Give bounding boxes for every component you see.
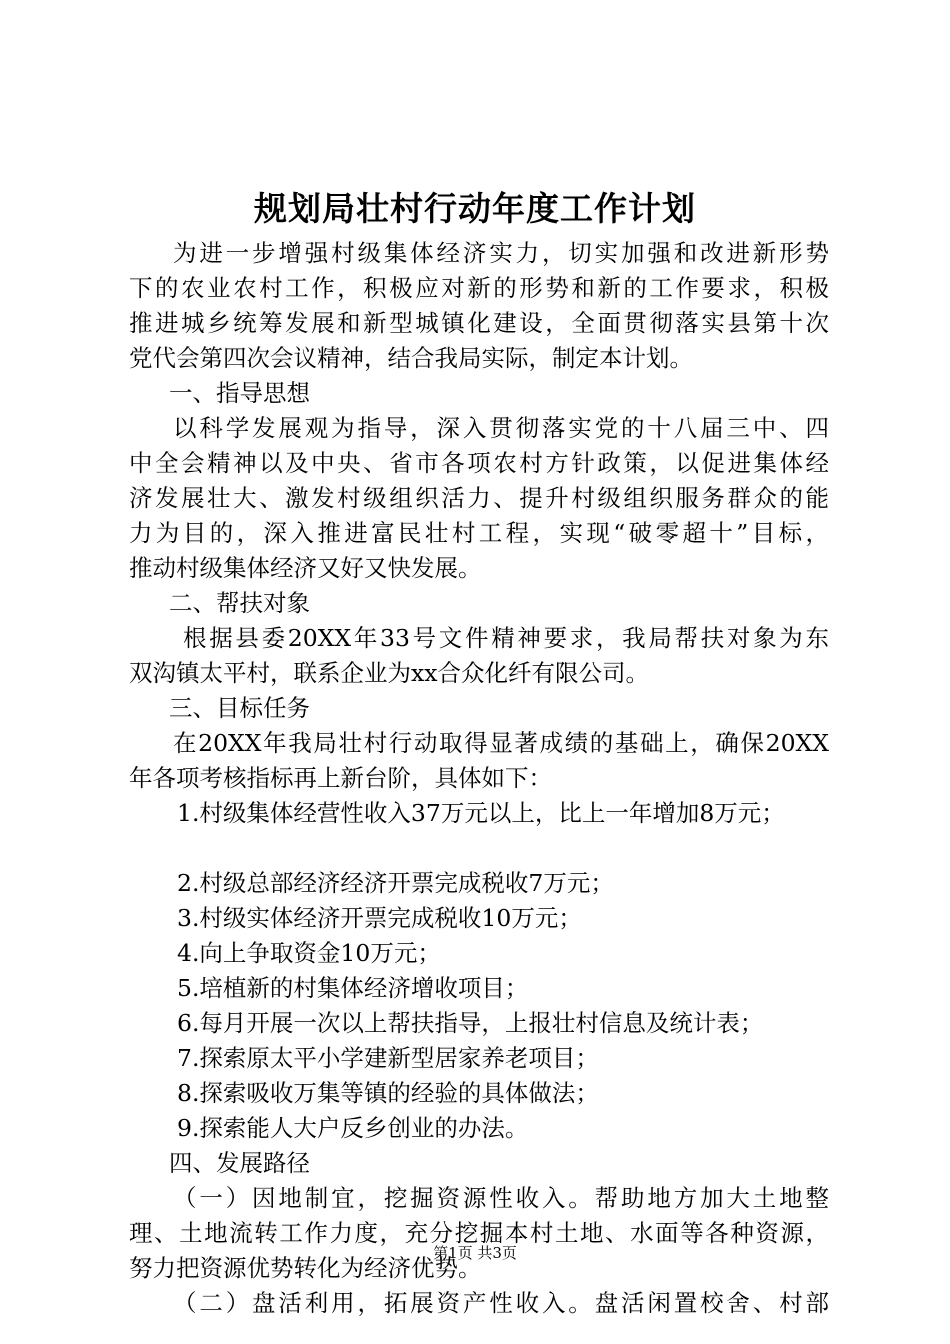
paragraph-line: 以科学发展观为指导，深入贯彻落实党的十八届三中、四 [173,414,829,442]
paragraph-line: （一）因地制宜，挖掘资源性收入。帮助地方加大土地整 [173,1184,829,1212]
list-item: 6.每月开展一次以上帮扶指导，上报壮村信息及统计表； [177,1009,764,1037]
document-title: 规划局壮村行动年度工作计划 [254,189,696,228]
intro-line: 下的农业农村工作，积极应对新的形势和新的工作要求，积极 [129,274,829,302]
paragraph-line: 理、土地流转工作力度，充分挖掘本村土地、水面等各种资源， [129,1219,829,1247]
paragraph-line: 济发展壮大、激发村级组织活力、提升村级组织服务群众的能 [129,484,829,512]
section-heading: 一、指导思想 [169,379,310,407]
paragraph-line: 在20XX年我局壮村行动取得显著成绩的基础上，确保20XX [173,729,829,757]
paragraph-line: 双沟镇太平村，联系企业为xx合众化纤有限公司。 [129,659,650,687]
paragraph-line: 推动村级集体经济又好又快发展。 [129,554,482,582]
list-item: 9.探索能人大户反乡创业的办法。 [177,1114,529,1142]
section-heading: 二、帮扶对象 [169,589,310,617]
document-body [129,236,829,1321]
list-item: 3.村级实体经济开票完成税收10万元； [177,904,582,932]
list-item: 7.探索原太平小学建新型居家养老项目； [177,1044,599,1072]
page-footer: 第1页 共3页 [433,1244,517,1262]
list-item: 8.探索吸收万集等镇的经验的具体做法； [177,1079,599,1107]
list-item: 1.村级集体经营性收入37万元以上，比上一年增加8万元； [177,799,785,827]
blank-line [129,831,829,866]
list-item: 2.村级总部经济经济开票完成税收7万元； [177,869,614,897]
paragraph-line: 根据县委20XX年33号文件精神要求，我局帮扶对象为东 [183,624,829,652]
intro-line: 党代会第四次会议精神，结合我局实际，制定本计划。 [129,344,693,372]
intro-line: 推进城乡统筹发展和新型城镇化建设，全面贯彻落实县第十次 [129,309,829,337]
section-heading: 四、发展路径 [169,1149,310,1177]
list-item: 4.向上争取资金10万元； [177,939,441,967]
intro-line: 为进一步增强村级集体经济实力，切实加强和改进新形势 [173,239,829,267]
paragraph-line: 努力把资源优势转化为经济优势。 [129,1254,482,1282]
paragraph-line: 年各项考核指标再上新台阶，具体如下： [129,764,552,792]
section-heading: 三、目标任务 [169,694,310,722]
paragraph-line: 力为目的，深入推进富民壮村工程，实现“破零超十”目标， [129,519,829,547]
paragraph-line: （二）盘活利用，拓展资产性收入。盘活闲置校舍、村部 [173,1289,829,1317]
paragraph-line: 中全会精神以及中央、省市各项农村方针政策，以促进集体经 [129,449,829,477]
list-item: 5.培植新的村集体经济增收项目； [177,974,529,1002]
